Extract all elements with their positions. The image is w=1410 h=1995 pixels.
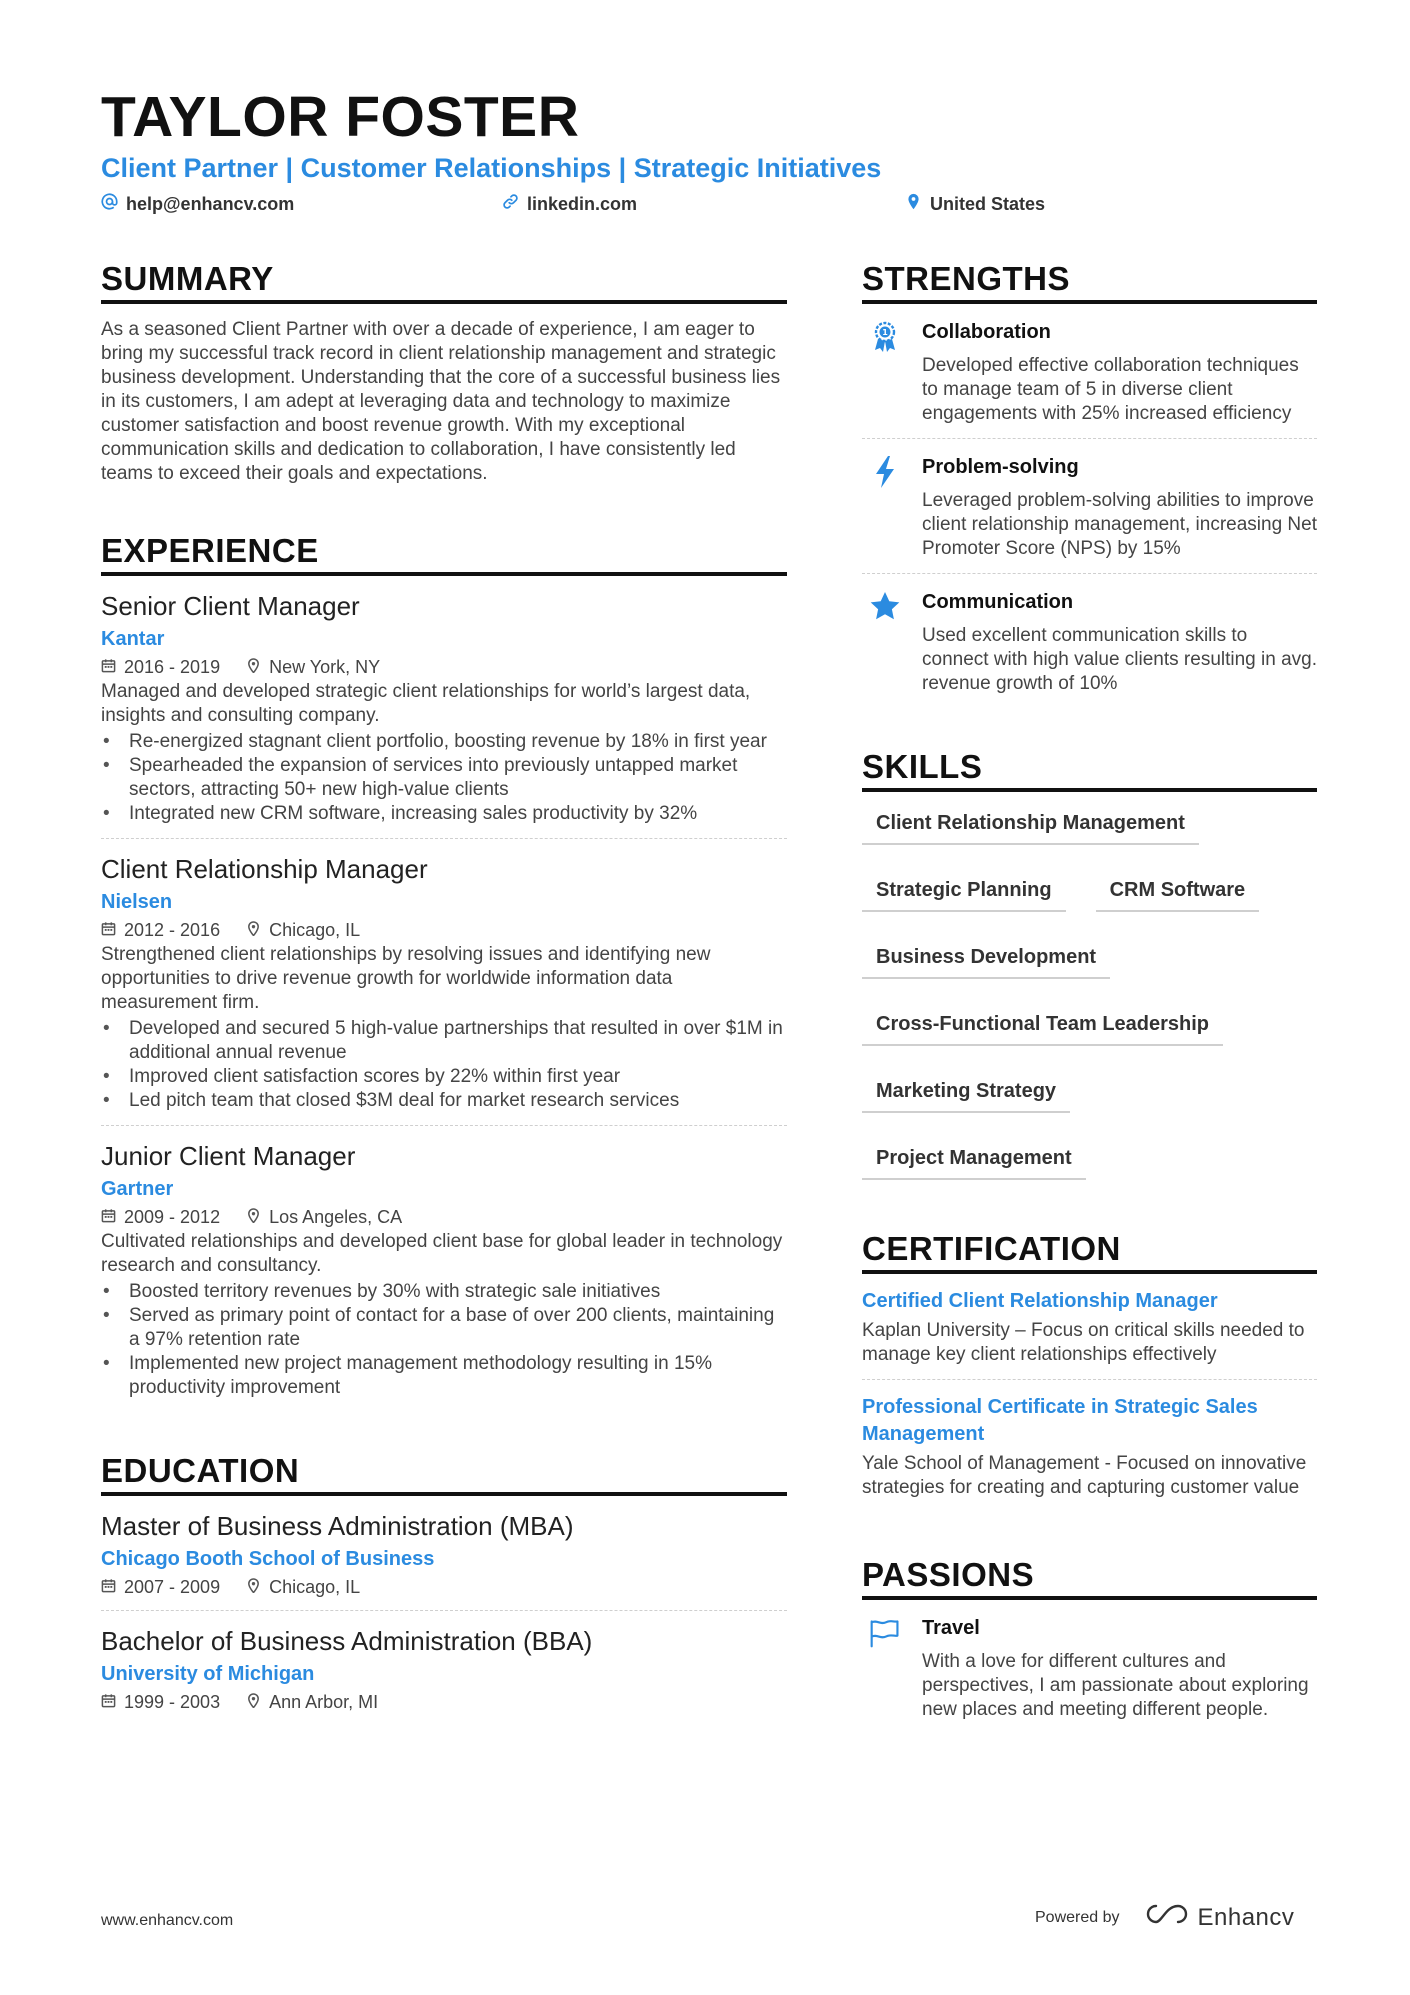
certification-item — [862, 1394, 1317, 1512]
job-description: Strengthened client relationships by resolving issues and identifying new opportunities to drive revenue growth for worldwide information data measurement firm. — [101, 944, 711, 1013]
job-location-text: New York, NY — [269, 657, 381, 677]
skill-tag: Client Relationship Management — [862, 806, 1199, 845]
education-dates-text: 2007 - 2009 — [124, 1577, 221, 1597]
calendar-icon — [101, 917, 116, 943]
strength-description: Leveraged problem-solving abilities to improve client relationship management, increasing Net Promoter Score (NPS) by 15% — [922, 490, 1317, 559]
job-role: Junior Client Manager — [101, 1141, 356, 1171]
job-bullet: • Improved client satisfaction scores by 22% within first year — [101, 1065, 787, 1089]
certification-description: Kaplan University – Focus on critical skills needed to manage key client relationships effectively — [862, 1320, 1305, 1365]
degree: Bachelor of Business Administration (BBA) — [101, 1626, 593, 1656]
svg-text:1: 1 — [882, 328, 888, 337]
lightning-bolt-icon — [862, 453, 908, 561]
school: Chicago Booth School of Business — [101, 1548, 435, 1570]
job-dates — [101, 654, 220, 680]
education-location-text: Chicago, IL — [269, 1577, 361, 1597]
job-bullet: • Served as primary point of contact for a base of over 200 clients, maintaining a 97% retention rate — [101, 1304, 787, 1352]
skill-tag: Marketing Strategy — [862, 1074, 1070, 1113]
job-company: Nielsen — [101, 891, 173, 913]
right-column — [862, 260, 1317, 1748]
job-meta — [101, 917, 787, 943]
skills-section — [862, 748, 1317, 1180]
star-icon — [862, 588, 908, 696]
strength-title: Collaboration — [922, 321, 1051, 343]
passion-description: With a love for different cultures and perspectives, I am passionate about exploring new places and meeting different people. — [922, 1651, 1309, 1720]
skill-tag: Strategic Planning — [862, 873, 1066, 912]
summary-heading: SUMMARY — [101, 260, 787, 304]
location-pin-icon — [246, 917, 261, 943]
passion-title: Travel — [922, 1617, 980, 1639]
job-dates — [101, 917, 220, 943]
flag-icon — [862, 1614, 908, 1722]
contact-location — [905, 193, 1045, 215]
job-meta — [101, 654, 787, 680]
at-icon — [101, 193, 118, 215]
certification-section — [862, 1230, 1317, 1512]
job-location — [246, 917, 360, 943]
certification-description: Yale School of Management - Focused on innovative strategies for creating and capturing customer value — [862, 1453, 1307, 1498]
job-bullet: • Spearheaded the expansion of services into previously untapped market sectors, attracting 50+ new high-value clients — [101, 754, 787, 802]
location-pin-icon — [246, 1689, 261, 1715]
education-heading: EDUCATION — [101, 1452, 787, 1496]
job-bullet: • Developed and secured 5 high-value partnerships that resulted in over $1M in additional annual revenue — [101, 1017, 787, 1065]
job-dates-text: 2009 - 2012 — [124, 1207, 221, 1227]
job-bullet: • Re-energized stagnant client portfolio, boosting revenue by 18% in first year — [101, 730, 787, 754]
calendar-icon — [101, 654, 116, 680]
education-entry — [101, 1510, 787, 1611]
strength-item — [862, 453, 1317, 574]
strength-item — [862, 318, 1317, 439]
education-entry — [101, 1625, 787, 1725]
job-company: Kantar — [101, 628, 165, 650]
skill-tag: CRM Software — [1096, 873, 1260, 912]
strength-description: Developed effective collaboration techniques to manage team of 5 in diverse client engagements with 25% increased efficiency — [922, 355, 1299, 424]
job-location-text: Chicago, IL — [269, 920, 361, 940]
job-description: Managed and developed strategic client relationships for world’s largest data, insights and consulting company. — [101, 681, 751, 726]
education-dates — [101, 1574, 220, 1600]
job-location — [246, 1204, 402, 1230]
education-location — [246, 1574, 360, 1600]
school: University of Michigan — [101, 1663, 315, 1685]
contact-location-text: United States — [930, 193, 1046, 214]
education-section — [101, 1452, 787, 1725]
passion-item — [862, 1614, 1317, 1734]
job-bullet: • Implemented new project management methodology resulting in 15% productivity improvement — [101, 1352, 787, 1400]
job-company: Gartner — [101, 1178, 174, 1200]
strength-description: Used excellent communication skills to connect with high value clients resulting in avg. revenue growth of 10% — [922, 625, 1318, 694]
job-bullet: • Led pitch team that closed $3M deal for market research services — [101, 1089, 787, 1113]
candidate-title: Client Partner | Customer Relationships | Strategic Initiatives — [101, 153, 882, 183]
education-location-text: Ann Arbor, MI — [269, 1692, 379, 1712]
candidate-name: TAYLOR FOSTER — [101, 85, 580, 149]
strength-item — [862, 588, 1317, 708]
strengths-section — [862, 260, 1317, 708]
strength-title: Problem-solving — [922, 456, 1079, 478]
job-dates-text: 2012 - 2016 — [124, 920, 221, 940]
certification-title: Certified Client Relationship Manager — [862, 1290, 1218, 1312]
job-entry — [101, 1140, 787, 1412]
education-location — [246, 1689, 378, 1715]
degree: Master of Business Administration (MBA) — [101, 1511, 574, 1541]
certification-title: Professional Certificate in Strategic Sales Management — [862, 1396, 1258, 1445]
passions-section — [862, 1556, 1317, 1734]
infinity-logo-icon — [1144, 1902, 1190, 1933]
location-pin-icon — [246, 1204, 261, 1230]
contact-email-text: help@enhancv.com — [126, 193, 295, 214]
passions-heading: PASSIONS — [862, 1556, 1317, 1600]
skill-tag: Project Management — [862, 1141, 1086, 1180]
education-meta — [101, 1689, 787, 1715]
calendar-icon — [101, 1689, 116, 1715]
job-dates — [101, 1204, 220, 1230]
job-bullet: • Integrated new CRM software, increasing sales productivity by 32% — [101, 802, 787, 826]
job-bullets — [101, 1017, 787, 1113]
job-description: Cultivated relationships and developed client base for global leader in technology research and consultancy. — [101, 1231, 783, 1276]
job-entry — [101, 590, 787, 839]
calendar-icon — [101, 1574, 116, 1600]
experience-heading: EXPERIENCE — [101, 532, 787, 576]
link-icon — [502, 193, 519, 215]
certification-heading: CERTIFICATION — [862, 1230, 1317, 1274]
brand-logo[interactable] — [1144, 1902, 1295, 1933]
summary-text: As a seasoned Client Partner with over a decade of experience, I am eager to bring my successful track record in client relationship management and strategic business development. Understanding that the core of a successful business lies in its customers, I am adept at leveraging data and technology to maximize customer satisfaction and boost revenue growth. With my exceptional communication skills and dedication to collaboration, I have consistently led teams to exceed their goals and expectations. — [101, 319, 781, 484]
brand-name: Enhancv — [1197, 1903, 1295, 1931]
location-pin-icon — [246, 654, 261, 680]
job-role: Senior Client Manager — [101, 591, 360, 621]
contact-linkedin[interactable] — [502, 193, 637, 215]
footer-branding — [1035, 1902, 1294, 1933]
award-ribbon-icon — [862, 318, 908, 426]
job-bullets — [101, 730, 787, 826]
calendar-icon — [101, 1204, 116, 1230]
footer-website[interactable]: www.enhancv.com — [101, 1912, 234, 1929]
strength-title: Communication — [922, 591, 1074, 613]
contact-linkedin-text: linkedin.com — [527, 193, 638, 214]
education-dates-text: 1999 - 2003 — [124, 1692, 221, 1712]
job-dates-text: 2016 - 2019 — [124, 657, 221, 677]
skill-tag: Cross-Functional Team Leadership — [862, 1007, 1223, 1046]
job-meta — [101, 1204, 787, 1230]
job-bullet: • Boosted territory revenues by 30% with strategic sale initiatives — [101, 1280, 787, 1304]
strengths-heading: STRENGTHS — [862, 260, 1317, 304]
skills-list — [862, 806, 1317, 1180]
powered-by-text: Powered by — [1035, 1908, 1120, 1926]
education-meta — [101, 1574, 787, 1600]
job-location — [246, 654, 380, 680]
skills-heading: SKILLS — [862, 748, 1317, 792]
location-pin-icon — [246, 1574, 261, 1600]
summary-section — [101, 260, 787, 486]
job-role: Client Relationship Manager — [101, 854, 428, 884]
job-entry — [101, 853, 787, 1126]
experience-section — [101, 532, 787, 1412]
job-location-text: Los Angeles, CA — [269, 1207, 403, 1227]
certification-item — [862, 1288, 1317, 1380]
location-pin-icon — [905, 193, 922, 215]
education-dates — [101, 1689, 220, 1715]
skill-tag: Business Development — [862, 940, 1110, 979]
left-column — [101, 260, 787, 1739]
contact-email[interactable] — [101, 193, 294, 215]
job-bullets — [101, 1280, 787, 1400]
